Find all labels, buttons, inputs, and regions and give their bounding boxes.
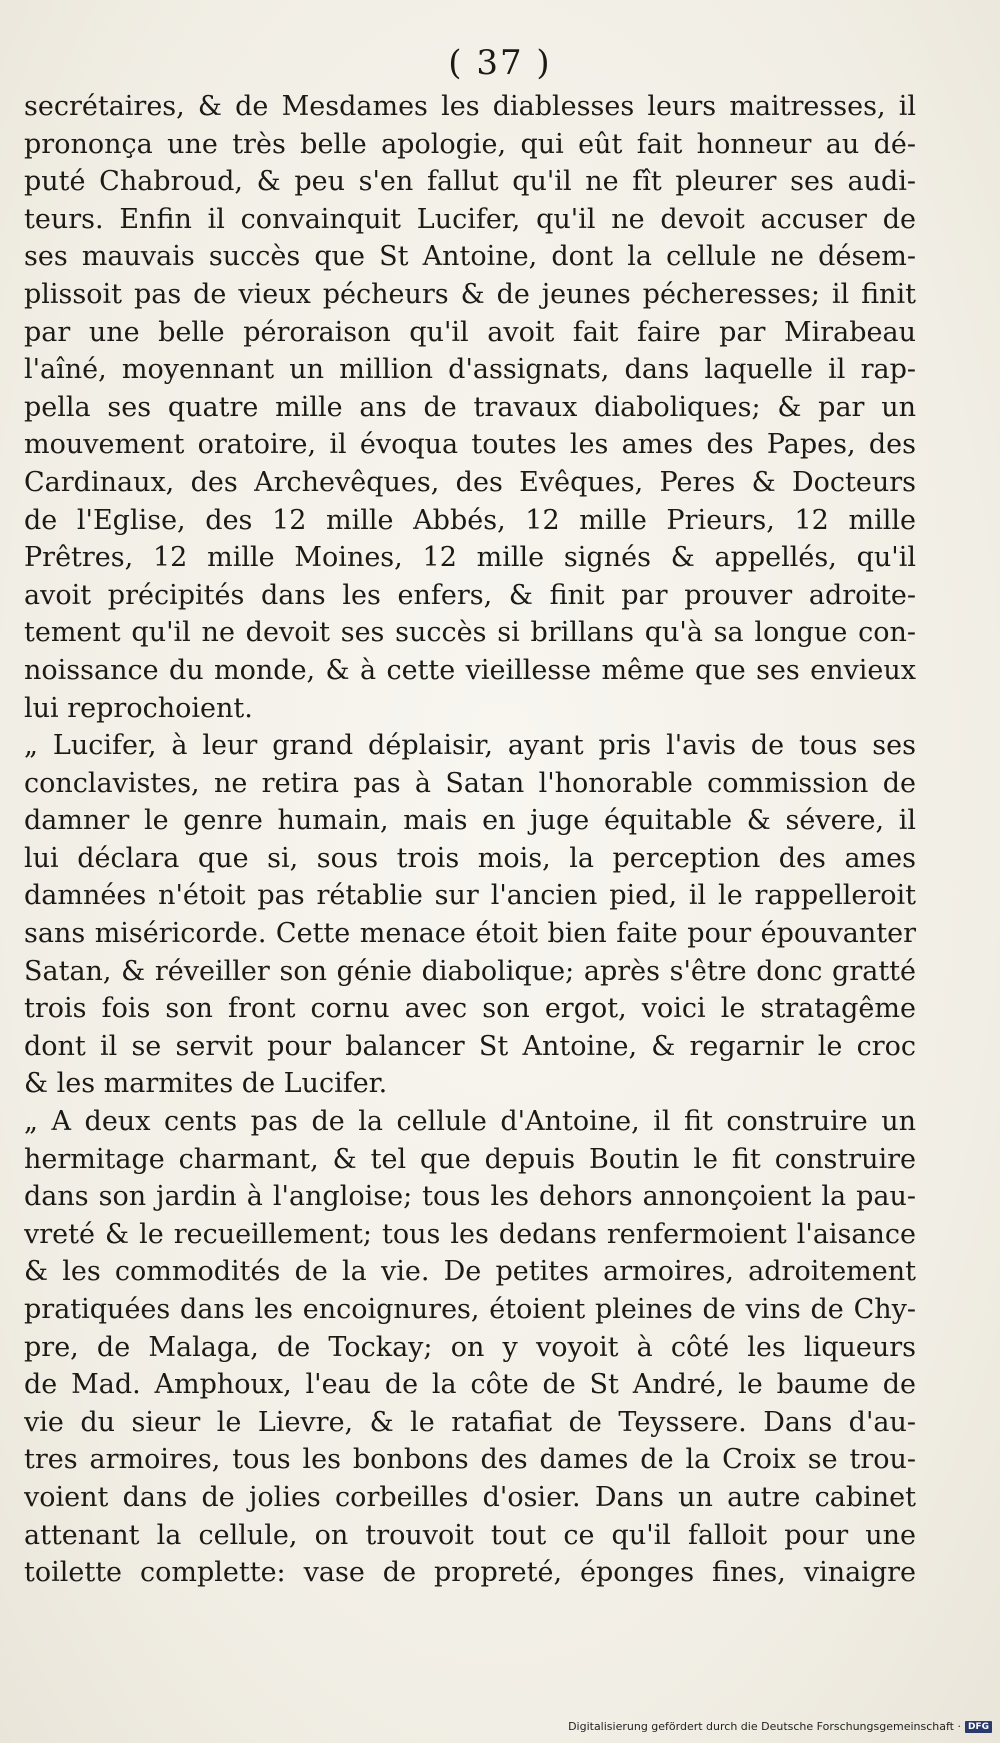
- digitization-footer: [568, 1720, 992, 1733]
- text-line: vreté & le recueillement; tous les dedans renfermoient l'aisance: [24, 1218, 916, 1250]
- text-line: & les commodités de la vie. De petites armoires, adroitement: [24, 1256, 916, 1288]
- text-line: voient dans de jolies corbeilles d'osier. Dans un autre cabinet: [24, 1481, 916, 1513]
- text-line: dans son jardin à l'angloise; tous les dehors annonçoient la pau-: [24, 1181, 916, 1213]
- text-line: ses mauvais succès que St Antoine, dont la cellule ne désem-: [24, 241, 916, 273]
- text-line: noissance du monde, & à cette vieillesse même que ses envieux: [24, 654, 916, 686]
- text-line: avoit précipités dans les enfers, & finit par prouver adroite-: [24, 579, 916, 611]
- dfg-logo-icon: DFG: [965, 1721, 992, 1733]
- text-line: pratiquées dans les encoignures, étoient pleines de vins de Chy-: [24, 1294, 916, 1325]
- text-line: mouvement oratoire, il évoqua toutes les ames des Papes, des: [24, 429, 916, 461]
- text-line: de l'Eglise, des 12 mille Abbés, 12 mille Prieurs, 12 mille: [24, 504, 916, 536]
- text-line: puté Chabroud, & peu s'en fallut qu'il ne fît pleurer ses audi-: [24, 166, 916, 198]
- text-line: lui déclara que si, sous trois mois, la perception des ames: [24, 842, 916, 874]
- text-line: sans miséricorde. Cette menace étoit bien faite pour épouvanter: [24, 918, 916, 950]
- text-line: damner le genre humain, mais en juge équitable & sévere, il: [24, 805, 916, 837]
- text-line: plissoit pas de vieux pécheurs & de jeunes pécheresses; il finit: [24, 278, 916, 310]
- text-line: toilette complette: vase de propreté, éponges fines, vinaigre: [24, 1557, 916, 1589]
- text-line: attenant la cellule, on trouvoit tout ce qu'il falloit pour une: [24, 1519, 916, 1551]
- text-line: pre, de Malaga, de Tockay; on y voyoit à côté les liqueurs: [24, 1331, 916, 1363]
- body-text: [24, 88, 916, 1592]
- text-line: teurs. Enfin il convainquit Lucifer, qu'il ne devoit accuser de: [24, 203, 916, 235]
- text-line: tres armoires, tous les bonbons des dames de la Croix se trou-: [24, 1444, 916, 1476]
- text-line: & les marmites de Lucifer.: [24, 1068, 388, 1100]
- text-line: Cardinaux, des Archevêques, des Evêques, Peres & Docteurs: [24, 466, 916, 498]
- footer-credit: Digitalisierung gefördert durch die Deutsche Forschungsgemeinschaft ·: [568, 1720, 961, 1733]
- text-line: „ A deux cents pas de la cellule d'Antoine, il fit construire un: [24, 1106, 916, 1138]
- page-number: ( 37 ): [448, 43, 552, 83]
- text-line: Satan, & réveiller son génie diabolique; après s'être donc gratté: [24, 955, 916, 987]
- text-line: „ Lucifer, à leur grand déplaisir, ayant pris l'avis de tous ses: [24, 730, 916, 762]
- text-line: hermitage charmant, & tel que depuis Boutin le fit construire: [24, 1143, 916, 1175]
- text-line: Prêtres, 12 mille Moines, 12 mille signés & appellés, qu'il: [24, 542, 916, 574]
- text-line: par une belle péroraison qu'il avoit fait faire par Mirabeau: [24, 316, 916, 348]
- text-line: secrétaires, & de Mesdames les diablesses leurs maitresses, il: [24, 91, 916, 122]
- text-line: conclavistes, ne retira pas à Satan l'honorable commission de: [24, 767, 916, 799]
- text-line: vie du sieur le Lievre, & le ratafiat de Teyssere. Dans d'au-: [24, 1406, 916, 1438]
- text-line: de Mad. Amphoux, l'eau de la côte de St André, le baume de: [24, 1369, 916, 1401]
- text-line: pella ses quatre mille ans de travaux diaboliques; & par un: [24, 391, 916, 423]
- text-line: damnées n'étoit pas rétablie sur l'ancien pied, il le rappelleroit: [24, 880, 916, 912]
- text-line: lui reprochoient.: [24, 692, 253, 724]
- text-line: dont il se servit pour balancer St Antoine, & regarnir le croc: [24, 1030, 916, 1062]
- text-line: prononça une très belle apologie, qui eût fait honneur au dé-: [24, 128, 916, 160]
- text-line: l'aîné, moyennant un million d'assignats, dans laquelle il rap-: [24, 354, 916, 386]
- text-line: tement qu'il ne devoit ses succès si brillans qu'à sa longue con-: [24, 617, 916, 649]
- text-line: trois fois son front cornu avec son ergot, voici le stratagême: [24, 993, 916, 1025]
